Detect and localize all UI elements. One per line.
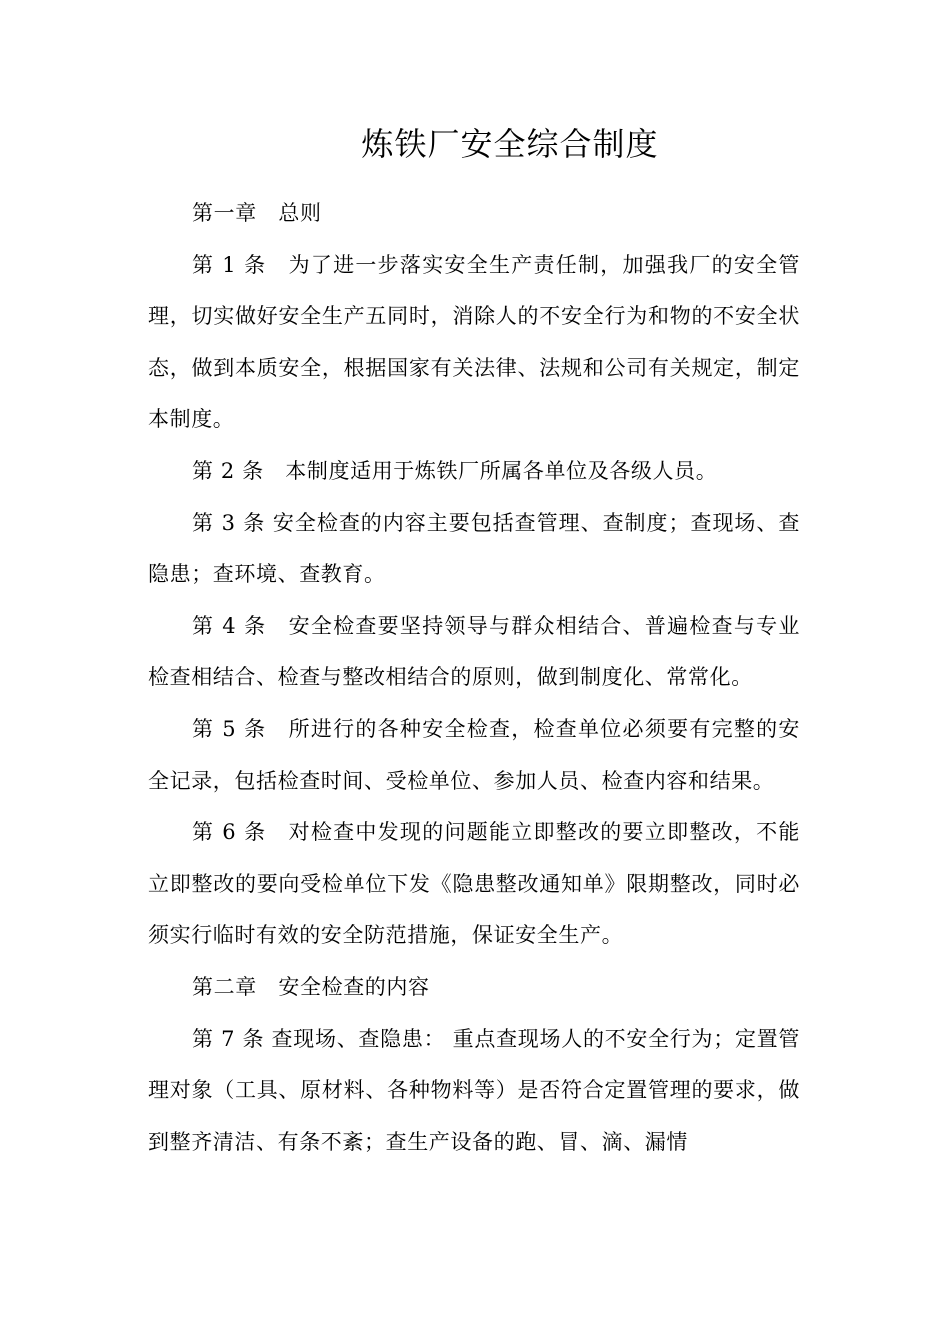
article-paragraph: 第 7 条 查现场、查隐患： 重点查现场人的不安全行为；定置管理对象（工具、原材料、各种物料等）是否符合定置管理的要求，做到整齐清洁、有条不紊；查生产设备的跑、冒、滴、漏情 bbox=[148, 1026, 800, 1154]
chapter-heading: 第一章 总则 bbox=[192, 201, 322, 225]
article-paragraph: 第 5 条 所进行的各种安全检查，检查单位必须要有完整的安全记录，包括检查时间、受检单位、参加人员、检查内容和结果。 bbox=[148, 716, 800, 793]
article-paragraph: 第 1 条 为了进一步落实安全生产责任制，加强我厂的安全管理，切实做好安全生产五同时，消除人的不安全行为和物的不安全状态，做到本质安全，根据国家有关法律、法规和公司有关规定，制定本制度。 bbox=[148, 252, 800, 432]
document-title: 炼铁厂安全综合制度 bbox=[361, 125, 659, 163]
article-paragraph: 第 4 条 安全检查要坚持领导与群众相结合、普遍检查与专业检查相结合、检查与整改相结合的原则，做到制度化、常常化。 bbox=[148, 613, 800, 690]
document-body bbox=[148, 188, 800, 1168]
article-paragraph: 第 2 条 本制度适用于炼铁厂所属各单位及各级人员。 bbox=[192, 458, 718, 483]
chapter-heading: 第二章 安全检查的内容 bbox=[192, 974, 430, 999]
article-paragraph: 第 3 条 安全检查的内容主要包括查管理、查制度；查现场、查隐患；查环境、查教育。 bbox=[148, 510, 800, 587]
article-paragraph: 第 6 条 对检查中发现的问题能立即整改的要立即整改，不能立即整改的要向受检单位下发《隐患整改通知单》限期整改，同时必须实行临时有效的安全防范措施，保证安全生产。 bbox=[148, 820, 800, 948]
